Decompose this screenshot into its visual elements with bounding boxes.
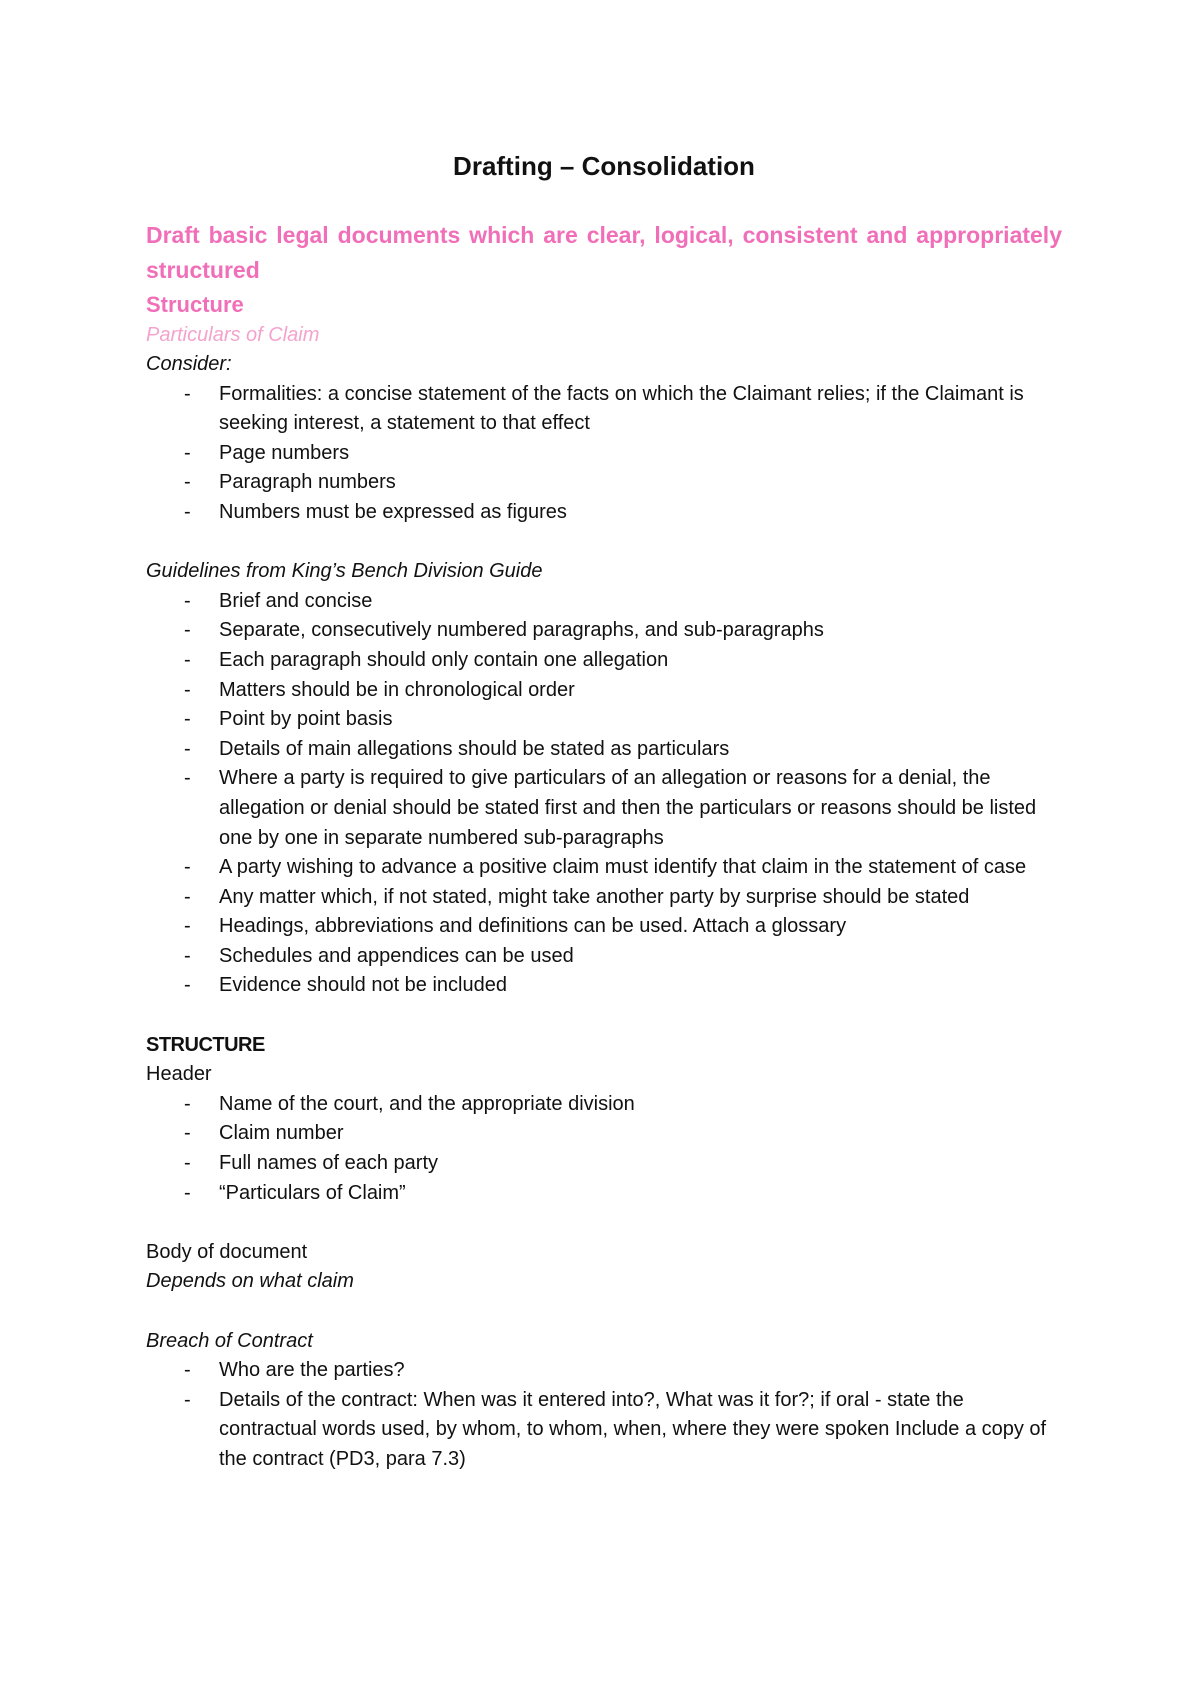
dash-bullet: - [184, 767, 191, 790]
breach-list [146, 1356, 1062, 1474]
list-item [146, 616, 1062, 646]
list-item-text: Each paragraph should only contain one allegation [219, 648, 669, 671]
list-item [146, 676, 1062, 706]
list-item-text: Where a party is required to give particulars of an allegation or reasons for a denial, the allegation or denial should be stated first and then the particulars or reasons should be listed one by one in separate numbered sub-paragraphs [219, 767, 1037, 849]
list-item-text: Any matter which, if not stated, might take another party by surprise should be stated [219, 885, 970, 908]
dash-bullet: - [184, 589, 191, 612]
header-list [146, 1090, 1062, 1208]
consider-list [146, 380, 1062, 528]
list-item-text: “Particulars of Claim” [219, 1181, 406, 1204]
dash-bullet: - [184, 471, 191, 494]
list-item-text: Claim number [219, 1122, 344, 1145]
structure-caps-heading: STRUCTURE [146, 1033, 265, 1056]
list-item [146, 912, 1062, 942]
dash-bullet: - [184, 856, 191, 879]
list-item [146, 764, 1062, 853]
list-item-text: Page numbers [219, 441, 350, 464]
list-item-text: Name of the court, and the appropriate division [219, 1092, 635, 1115]
list-item-text: Full names of each party [219, 1152, 438, 1175]
header-label: Header [146, 1063, 212, 1086]
list-item [146, 735, 1062, 765]
list-item-text: A party wishing to advance a positive claim must identify that claim in the statement of case [219, 856, 1027, 879]
body-sub: Depends on what claim [146, 1270, 354, 1293]
list-item [146, 883, 1062, 913]
guidelines-label: Guidelines from King’s Bench Division Guide [146, 560, 543, 583]
list-item [146, 1149, 1062, 1179]
list-item [146, 1386, 1062, 1475]
list-item-text: Details of the contract: When was it entered into?, What was it for?; if oral - state the contractual words used, by whom, to whom, when, where they were spoken Include a copy of the contract (PD3, para 7.3) [219, 1388, 1047, 1470]
list-item-text: Evidence should not be included [219, 974, 507, 997]
learning-outcome: Draft basic legal documents which are clear, logical, consistent and appropriately structured [146, 222, 1062, 283]
list-item-text: Headings, abbreviations and definitions can be used. Attach a glossary [219, 915, 847, 938]
list-item-text: Brief and concise [219, 589, 373, 612]
spacer [146, 528, 1062, 558]
poc-heading: Particulars of Claim [146, 324, 320, 346]
breach-label: Breach of Contract [146, 1329, 313, 1352]
dash-bullet: - [184, 1388, 191, 1411]
list-item-text: Point by point basis [219, 708, 393, 731]
dash-bullet: - [184, 1092, 191, 1115]
dash-bullet: - [184, 915, 191, 938]
dash-bullet: - [184, 648, 191, 671]
list-item-text: Matters should be in chronological order [219, 678, 575, 701]
structure-heading: Structure [146, 292, 244, 317]
list-item [146, 705, 1062, 735]
dash-bullet: - [184, 1181, 191, 1204]
dash-bullet: - [184, 974, 191, 997]
body-label: Body of document [146, 1240, 308, 1263]
list-item-text: Separate, consecutively numbered paragraphs, and sub-paragraphs [219, 619, 824, 642]
dash-bullet: - [184, 441, 191, 464]
list-item [146, 646, 1062, 676]
dash-bullet: - [184, 944, 191, 967]
spacer [146, 1001, 1062, 1031]
list-item [146, 439, 1062, 469]
spacer [146, 1208, 1062, 1238]
dash-bullet: - [184, 737, 191, 760]
dash-bullet: - [184, 678, 191, 701]
dash-bullet: - [184, 382, 191, 405]
list-item-text: Paragraph numbers [219, 471, 396, 494]
list-item-text: Who are the parties? [219, 1359, 405, 1382]
list-item [146, 942, 1062, 972]
list-item-text: Details of main allegations should be stated as particulars [219, 737, 730, 760]
list-item-text: Numbers must be expressed as figures [219, 500, 567, 523]
dash-bullet: - [184, 619, 191, 642]
list-item [146, 380, 1062, 439]
dash-bullet: - [184, 708, 191, 731]
guidelines-list [146, 587, 1062, 1001]
spacer [146, 1297, 1062, 1327]
list-item-text: Formalities: a concise statement of the facts on which the Claimant relies; if the Claimant is seeking interest, a statement to that effect [219, 382, 1024, 435]
list-item-text: Schedules and appendices can be used [219, 944, 574, 967]
dash-bullet: - [184, 1359, 191, 1382]
dash-bullet: - [184, 1152, 191, 1175]
list-item [146, 1179, 1062, 1209]
page-title: Drafting – Consolidation [453, 151, 755, 181]
list-item [146, 1356, 1062, 1386]
dash-bullet: - [184, 500, 191, 523]
list-item [146, 971, 1062, 1001]
list-item [146, 1090, 1062, 1120]
dash-bullet: - [184, 1122, 191, 1145]
dash-bullet: - [184, 885, 191, 908]
list-item [146, 853, 1062, 883]
consider-label: Consider: [146, 353, 232, 375]
list-item [146, 468, 1062, 498]
list-item [146, 587, 1062, 617]
list-item [146, 498, 1062, 528]
list-item [146, 1119, 1062, 1149]
